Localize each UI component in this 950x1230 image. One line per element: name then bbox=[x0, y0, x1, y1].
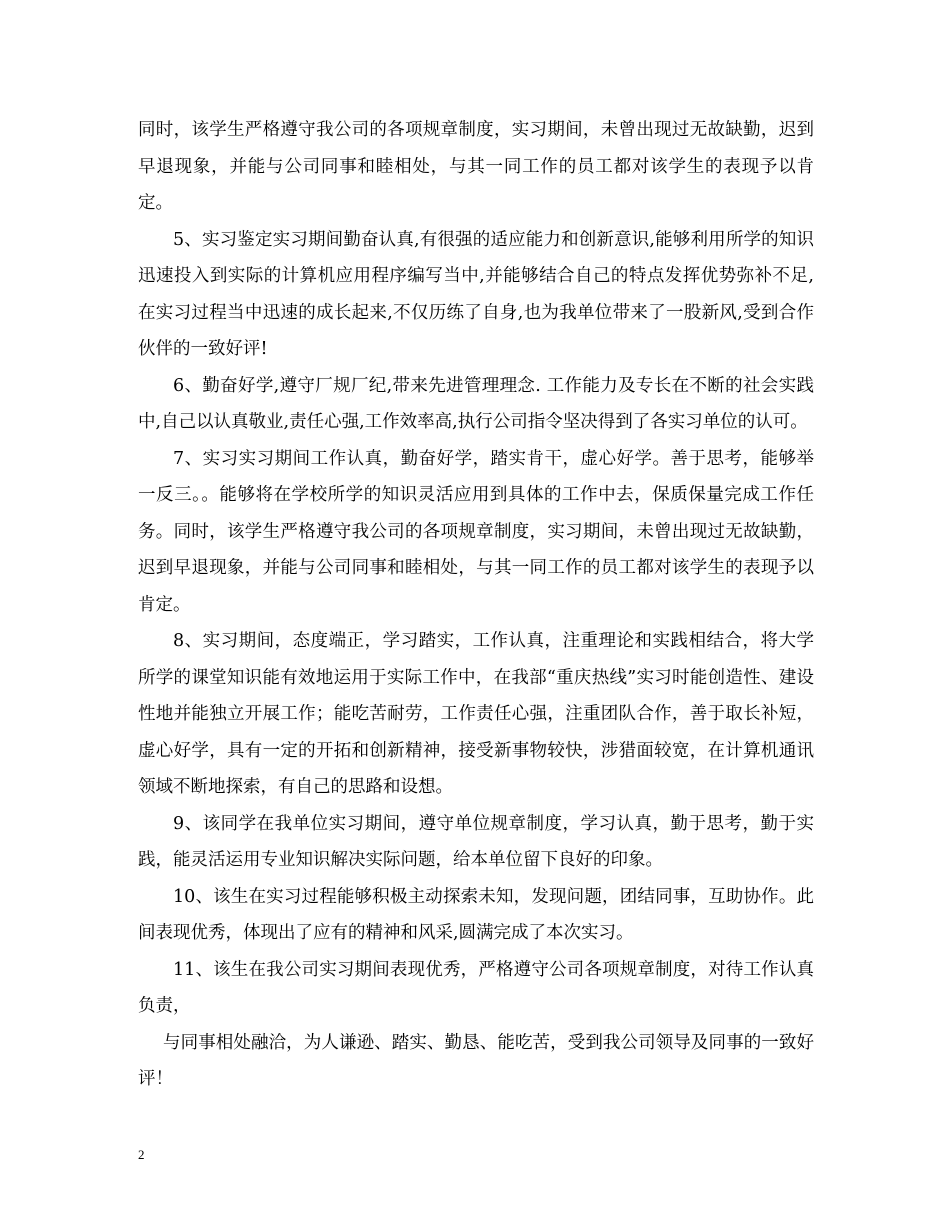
page-number: 2 bbox=[138, 1147, 145, 1162]
paragraph-item-8: 8、实习期间，态度端正，学习踏实，工作认真，注重理论和实践相结合，将大学所学的课堂知识能有效地运用于实际工作中，在我部“重庆热线”实习时能创造性、建设性地并能独立开展工作；能吃苦耐劳，工作责任心强，注重团队合作，善于取长补短，虚心好学，具有一定的开拓和创新精神，接受新事物较快，涉猎面较宽，在计算机通讯领域不断地探索，有自己的思路和设想。 bbox=[138, 631, 814, 797]
paragraph-item-6: 6、勤奋好学,遵守厂规厂纪,带来先进管理理念. 工作能力及专长在不断的社会实践中,自己以认真敬业,责任心强,工作效率高,执行公司指令坚决得到了各实习单位的认可。 bbox=[138, 375, 814, 432]
paragraph-item-9: 9、该同学在我单位实习期间，遵守单位规章制度，学习认真，勤于思考，勤于实践，能灵活运用专业知识解决实际问题，给本单位留下良好的印象。 bbox=[138, 813, 814, 870]
document-body bbox=[138, 112, 814, 1098]
paragraph-continued: 同时，该学生严格遵守我公司的各项规章制度，实习期间，未曾出现过无故缺勤，迟到早退现象，并能与公司同事和睦相处，与其一同工作的员工都对该学生的表现予以肯定。 bbox=[138, 120, 814, 213]
paragraph-closing: 与同事相处融洽，为人谦逊、踏实、勤恳、能吃苦，受到我公司领导及同事的一致好评！ bbox=[138, 1032, 814, 1089]
paragraph-item-5: 5、实习鉴定实习期间勤奋认真,有很强的适应能力和创新意识,能够利用所学的知识迅速投入到实际的计算机应用程序编写当中,并能够结合自己的特点发挥优势弥补不足,在实习过程当中迅速的成长起来,不仅历练了自身,也为我单位带来了一股新风,受到合作伙伴的一致好评! bbox=[138, 229, 814, 359]
paragraph-item-7: 7、实习实习期间工作认真，勤奋好学，踏实肯干，虚心好学。善于思考，能够举一反三。。能够将在学校所学的知识灵活应用到具体的工作中去，保质保量完成工作任务。同时，该学生严格遵守我公司的各项规章制度，实习期间，未曾出现过无故缺勤，迟到早退现象，并能与公司同事和睦相处，与其一同工作的员工都对该学生的表现予以肯定。 bbox=[138, 448, 814, 615]
paragraph-item-11: 11、该生在我公司实习期间表现优秀，严格遵守公司各项规章制度，对待工作认真负责， bbox=[138, 959, 814, 1016]
paragraph-item-10: 10、该生在实习过程能够积极主动探索未知，发现问题，团结同事，互助协作。此间表现优秀，体现出了应有的精神和风采,圆满完成了本次实习。 bbox=[138, 886, 814, 943]
